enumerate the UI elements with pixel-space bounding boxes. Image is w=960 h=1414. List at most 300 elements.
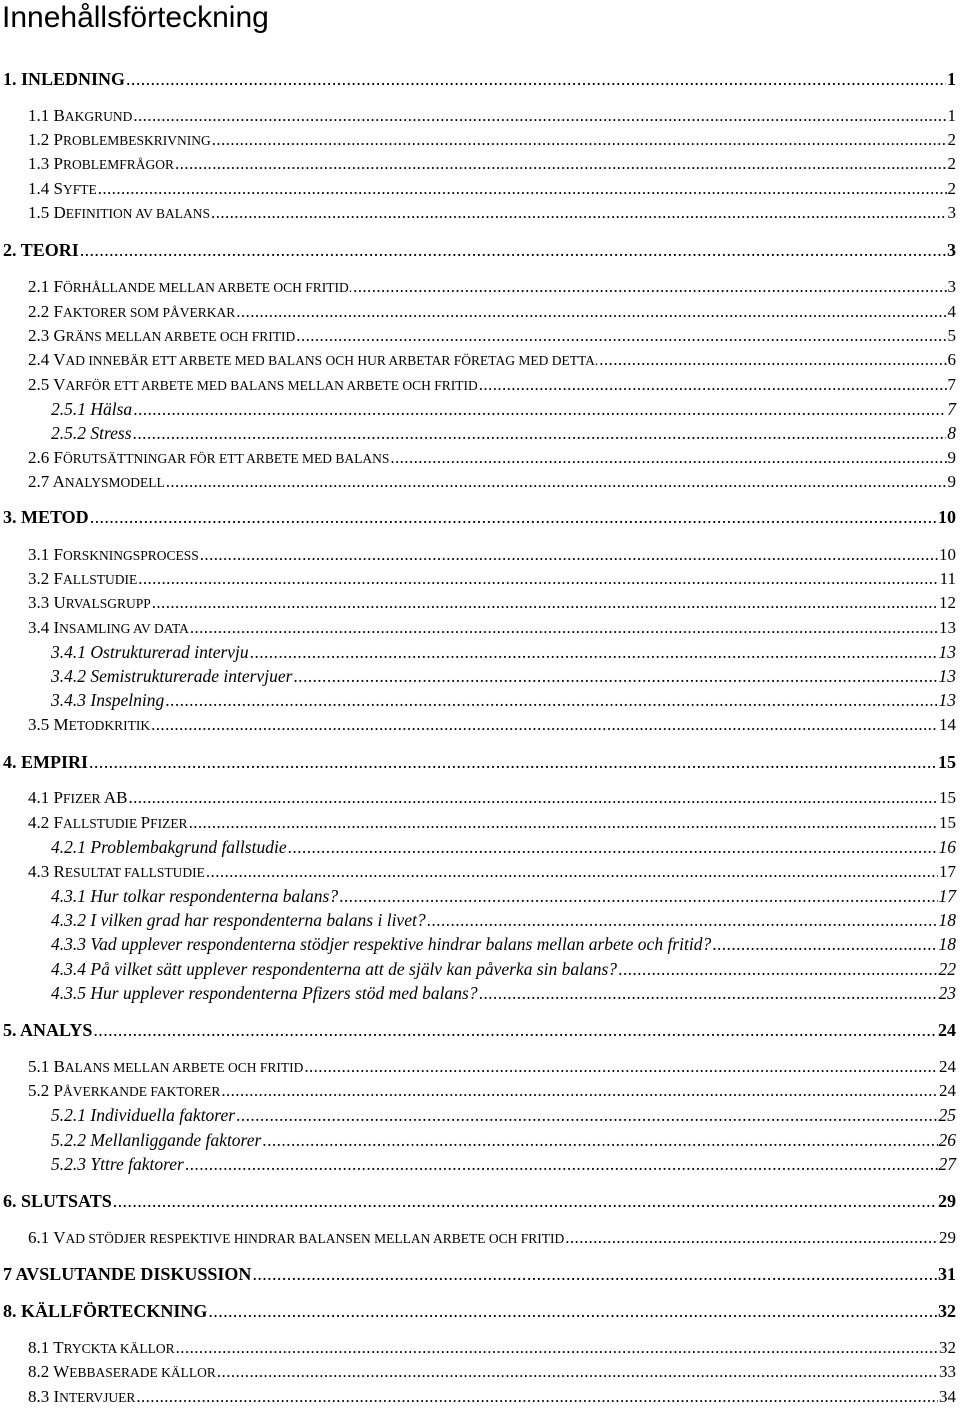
section-title-initial: B <box>53 106 65 125</box>
section-number: 1.1 <box>28 106 54 125</box>
section-title-initial: F <box>53 545 63 564</box>
page-number: 24 <box>939 1081 956 1100</box>
toc-entry-title <box>0 1191 112 1211</box>
section-number: 2.1 <box>28 277 54 296</box>
toc-entry-title <box>0 1362 216 1383</box>
dot-leader <box>212 130 947 150</box>
page-number: 2 <box>947 154 956 173</box>
section-number: 3. <box>3 507 21 527</box>
section-number: 8.1 <box>28 1338 54 1357</box>
section-number: 8.3 <box>28 1387 54 1406</box>
toc-entry-level-2[interactable] <box>0 302 956 322</box>
dot-leader <box>166 472 947 492</box>
dot-leader <box>152 593 938 613</box>
page-number: 27 <box>938 1154 956 1174</box>
toc-entry-level-3[interactable] <box>0 1105 956 1125</box>
subsection-title: 3.4.1 Ostrukturerad intervju <box>51 642 249 662</box>
dot-leader <box>288 837 938 857</box>
dot-leader <box>211 203 946 223</box>
section-number: 1.5 <box>28 203 54 222</box>
dot-leader <box>133 423 947 443</box>
toc-entry-level-2[interactable] <box>0 1387 956 1407</box>
toc-entry-level-2[interactable] <box>0 862 956 882</box>
subsection-title: 3.4.2 Semistrukturerade intervjuer <box>51 666 293 686</box>
toc-entry-title <box>0 1301 207 1321</box>
section-number: 3.1 <box>28 545 54 564</box>
section-title-initial: F <box>53 569 63 588</box>
toc-entry-level-2[interactable] <box>0 788 956 808</box>
section-title-rest: ÖRUTSÄTTNINGAR FÖR ETT ARBETE MED BALANS <box>62 451 390 466</box>
dot-leader <box>252 1264 937 1284</box>
page-number: 13 <box>939 618 956 637</box>
dot-leader <box>133 399 946 419</box>
dot-leader <box>176 1338 938 1358</box>
section-title-rest: ROBLEMBESKRIVNING <box>62 133 211 148</box>
toc-entry-title <box>0 788 127 809</box>
toc-entry-title <box>0 545 199 566</box>
page-number: 34 <box>939 1387 956 1406</box>
page-number: 33 <box>939 1362 956 1381</box>
dot-leader <box>113 1191 937 1211</box>
dot-leader <box>304 1057 938 1077</box>
toc-entry-level-2[interactable] <box>0 448 956 468</box>
section-number: 4. <box>3 752 21 772</box>
dot-leader <box>353 277 946 297</box>
dot-leader <box>185 1154 938 1174</box>
page-number: 29 <box>938 1191 956 1211</box>
page-number: 14 <box>939 715 956 734</box>
toc-entry-title <box>0 983 478 1003</box>
section-title-rest: ALLSTUDIE <box>62 816 141 831</box>
section-title-rest: ORSKNINGSPROCESS <box>62 548 199 563</box>
toc-entry-level-2[interactable] <box>0 154 956 174</box>
toc-entry-level-3[interactable] <box>0 934 956 954</box>
dot-leader <box>138 569 938 589</box>
page-number: 3 <box>947 203 956 222</box>
page-number: 2 <box>947 130 956 149</box>
dot-leader <box>390 448 946 468</box>
section-number: 4.1 <box>28 788 54 807</box>
dot-leader <box>479 375 947 395</box>
dot-leader <box>165 690 937 710</box>
section-title-rest: NSAMLING AV DATA <box>59 621 189 636</box>
section-number: 2.7 <box>28 472 53 491</box>
page-number: 1 <box>947 69 956 89</box>
section-number: 2.3 <box>28 326 54 345</box>
toc-entry-level-1[interactable] <box>0 752 956 772</box>
section-title-rest: ALLSTUDIE <box>62 572 138 587</box>
toc-entry-title <box>0 277 352 298</box>
section-title-rest: EFINITION AV BALANS <box>65 206 211 221</box>
section-title-initial: R <box>53 862 65 881</box>
page-number: 1 <box>947 106 956 125</box>
subsection-title: 4.3.4 På vilket sätt upplever respondenterna att de själv kan påverka sin balans? <box>51 959 618 979</box>
toc-entry-level-2[interactable] <box>0 618 956 638</box>
section-title-rest: FIZER <box>150 816 188 831</box>
section-title-initial: W <box>53 1362 70 1381</box>
dot-leader <box>151 715 938 735</box>
toc-entry-level-2[interactable] <box>0 1362 956 1382</box>
toc-entry-level-2[interactable] <box>0 179 956 199</box>
toc-entry-title <box>0 1081 220 1102</box>
section-title-initial: G <box>53 326 66 345</box>
toc-entry-level-2[interactable] <box>0 106 956 126</box>
section-title-rest: AD INNEBÄR ETT ARBETE MED BALANS OCH HUR ARBETAR FÖRETAG MED DETTA. <box>65 353 599 368</box>
toc-entry-title <box>0 240 79 260</box>
toc-entry-title <box>0 618 189 639</box>
section-title-rest: ARFÖR ETT ARBETE MED BALANS MELLAN ARBETE OCH FRITID <box>65 378 478 393</box>
toc-title: Innehållsförteckning <box>2 1 269 34</box>
section-number: 1.3 <box>28 154 54 173</box>
section-number: 3.3 <box>28 593 54 612</box>
toc-entry-title <box>0 154 174 175</box>
section-title-initial: S <box>53 179 63 198</box>
dot-leader <box>221 1081 938 1101</box>
dot-leader <box>339 886 937 906</box>
section-number: 2. <box>3 240 21 260</box>
dot-leader <box>618 959 937 979</box>
toc-entry-level-3[interactable] <box>0 423 956 443</box>
section-title-rest: RVALSGRUPP <box>65 596 151 611</box>
section-title: AVSLUTANDE DISKUSSION <box>15 1264 252 1284</box>
page-number: 29 <box>939 1228 956 1247</box>
section-title: EMPIRI <box>21 752 88 772</box>
section-title-rest: AKTORER SOM PÅVERKAR <box>62 305 236 320</box>
toc-entry-title <box>0 69 125 89</box>
page-number: 32 <box>939 1338 956 1357</box>
dot-leader <box>296 326 946 346</box>
section-title-rest: RÄNS MELLAN ARBETE OCH FRITID <box>65 329 296 344</box>
toc-entry-level-2[interactable] <box>0 326 956 346</box>
toc-entry-title <box>0 1338 175 1359</box>
dot-leader <box>565 1228 938 1248</box>
toc-entry-title <box>0 130 211 151</box>
toc-entry-title <box>0 507 89 527</box>
dot-leader <box>712 934 937 954</box>
section-title-initial: F <box>53 448 63 467</box>
section-title-initial: P <box>53 154 63 173</box>
dot-leader <box>208 1301 937 1321</box>
dot-leader <box>206 862 938 882</box>
toc-entry-title <box>0 959 617 979</box>
section-title-rest: ÅVERKANDE FAKTORER <box>62 1084 221 1099</box>
section-title-rest: ALANS MELLAN ARBETE OCH FRITID <box>64 1060 304 1075</box>
toc-entry-level-2[interactable] <box>0 203 956 223</box>
page-number: 17 <box>939 862 956 881</box>
toc-entry-level-3[interactable] <box>0 666 956 686</box>
toc-entry-title <box>0 1228 564 1249</box>
toc-entry-title <box>0 862 205 883</box>
page-number: 16 <box>938 837 956 857</box>
section-number: 3.5 <box>28 715 54 734</box>
section-number: 7 <box>3 1264 16 1284</box>
toc-entry-title <box>0 569 137 590</box>
dot-leader <box>133 106 946 126</box>
section-title-rest: AKGRUND <box>64 109 133 124</box>
section-title-rest: EBBASERADE KÄLLOR <box>69 1365 216 1380</box>
toc-entry-title <box>0 910 426 930</box>
page-number: 18 <box>938 934 956 954</box>
dot-leader <box>200 545 938 565</box>
dot-leader <box>293 666 937 686</box>
page-number: 4 <box>947 302 956 321</box>
toc-entry-level-3[interactable] <box>0 1154 956 1174</box>
dot-leader <box>479 983 938 1003</box>
section-title-initial: T <box>53 1338 64 1357</box>
page-number: 3 <box>947 240 956 260</box>
dot-leader <box>190 618 938 638</box>
toc-entry-level-1[interactable] <box>0 1264 956 1284</box>
section-title-rest: ETODKRITIK <box>68 718 151 733</box>
toc-entry-title <box>0 375 478 396</box>
toc-entry-title <box>0 593 151 614</box>
section-title-initial: F <box>53 813 63 832</box>
section-number: 1.2 <box>28 130 54 149</box>
page-number: 5 <box>947 326 956 345</box>
section-title-initial: P <box>53 130 63 149</box>
dot-leader <box>80 240 946 260</box>
section-title-initial: I <box>53 618 60 637</box>
toc-entry-level-2[interactable] <box>0 1081 956 1101</box>
dot-leader <box>175 154 947 174</box>
section-number: 5.2 <box>28 1081 54 1100</box>
dot-leader <box>262 1130 937 1150</box>
page-number: 7 <box>947 375 956 394</box>
section-number: 2.4 <box>28 350 54 369</box>
dot-leader <box>90 507 937 527</box>
toc-entry-title <box>0 642 249 662</box>
toc-entry-level-1[interactable] <box>0 1191 956 1211</box>
section-title-rest: YFTE <box>62 182 97 197</box>
page-number: 25 <box>938 1105 956 1125</box>
toc-entry-title <box>0 813 188 834</box>
toc-entry-title <box>0 1020 92 1040</box>
toc-entry-level-3[interactable] <box>0 690 956 710</box>
toc-entry-title <box>0 1057 303 1078</box>
toc-entry-title <box>0 666 292 686</box>
page-number: 10 <box>939 545 956 564</box>
section-title-initial: V <box>53 1228 66 1247</box>
toc-entry-title <box>0 203 210 224</box>
dot-leader <box>427 910 938 930</box>
subsection-title: 5.2.3 Yttre faktorer <box>51 1154 184 1174</box>
toc-entry-title <box>0 752 88 772</box>
section-title-rest: NALYSMODELL <box>64 475 165 490</box>
section-title: TEORI <box>20 240 79 260</box>
toc-entry-level-2[interactable] <box>0 277 956 297</box>
section-number: 2.2 <box>28 302 54 321</box>
subsection-title: 4.3.3 Vad upplever respondenterna stödjer respektive hindrar balans mellan arbete och fritid? <box>51 934 712 954</box>
subsection-title: 4.3.2 I vilken grad har respondenterna balans i livet? <box>51 910 426 930</box>
section-number: 4.2 <box>28 813 54 832</box>
subsection-title: 4.3.1 Hur tolkar respondenterna balans? <box>51 886 339 906</box>
page-number: 11 <box>939 569 956 588</box>
section-title-initial: B <box>53 1057 65 1076</box>
toc-entry-level-1[interactable] <box>0 507 956 527</box>
toc-entry-title <box>0 399 132 419</box>
section-title-initial: P <box>53 1081 63 1100</box>
section-number: 5. <box>3 1020 21 1040</box>
page-number: 23 <box>938 983 956 1003</box>
dot-leader <box>126 69 946 89</box>
section-title-initial: I <box>53 1387 60 1406</box>
toc-entry-title <box>0 350 598 371</box>
section-title-initial: F <box>53 302 63 321</box>
page-number: 7 <box>947 399 956 419</box>
section-number: 4.3 <box>28 862 54 881</box>
page-number: 13 <box>938 642 956 662</box>
toc-entry-level-1[interactable] <box>0 1301 956 1321</box>
section-title: KÄLLFÖRTECKNING <box>21 1301 208 1321</box>
section-title-initial: F <box>53 277 63 296</box>
page-number: 8 <box>947 423 956 443</box>
section-title-rest: RYCKTA KÄLLOR <box>63 1341 175 1356</box>
section-number: 2.5 <box>28 375 54 394</box>
section-number: 6.1 <box>28 1228 54 1247</box>
subsection-title: 2.5.1 Hälsa <box>51 399 133 419</box>
toc-entry-level-2[interactable] <box>0 715 956 735</box>
toc-entry-level-1[interactable] <box>0 240 956 260</box>
section-title-initial: P <box>140 813 151 832</box>
section-title: METOD <box>21 507 89 527</box>
page-number: 32 <box>938 1301 956 1321</box>
subsection-title: 2.5.2 Stress <box>51 423 132 443</box>
section-title-initial: U <box>53 593 66 612</box>
section-title-rest: NTERVJUER <box>59 1390 136 1405</box>
section-title-initial: P <box>53 788 63 807</box>
subsection-title: 4.3.5 Hur upplever respondenterna Pfizers stöd med balans? <box>51 983 478 1003</box>
toc-entry-title <box>0 448 389 469</box>
section-number: 1. <box>3 69 21 89</box>
toc-entry-level-3[interactable] <box>0 959 956 979</box>
section-number: 3.2 <box>28 569 54 588</box>
toc-entry-level-2[interactable] <box>0 1338 956 1358</box>
toc-entry-title <box>0 179 97 200</box>
toc-entry-level-3[interactable] <box>0 399 956 419</box>
toc-entry-title <box>0 326 295 347</box>
section-number: 3.4 <box>28 618 54 637</box>
toc-entry-title <box>0 1264 251 1284</box>
toc-entry-level-2[interactable] <box>0 1228 956 1248</box>
toc-entry-title <box>0 106 132 127</box>
subsection-title: 3.4.3 Inspelning <box>51 690 165 710</box>
dot-leader <box>236 1105 937 1125</box>
dot-leader <box>217 1362 938 1382</box>
page-number: 13 <box>938 666 956 686</box>
subsection-title: 5.2.1 Individuella faktorer <box>51 1105 236 1125</box>
toc-entry-level-1[interactable] <box>0 1020 956 1040</box>
dot-leader <box>599 350 946 370</box>
toc-entry-level-3[interactable] <box>0 1130 956 1150</box>
section-title: SLUTSATS <box>21 1191 112 1211</box>
toc-entry-level-1[interactable] <box>0 69 956 89</box>
toc-entry-level-2[interactable] <box>0 350 956 370</box>
page-number: 2 <box>947 179 956 198</box>
page-number: 31 <box>938 1264 956 1284</box>
dot-leader <box>236 302 946 322</box>
section-number: 1.4 <box>28 179 54 198</box>
page-number: 12 <box>939 593 956 612</box>
toc-entry-title <box>0 690 164 710</box>
section-number: 6. <box>3 1191 21 1211</box>
dot-leader <box>93 1020 937 1040</box>
section-number: 2.6 <box>28 448 54 467</box>
dot-leader <box>250 642 938 662</box>
page-number: 9 <box>947 472 956 491</box>
page-number: 13 <box>938 690 956 710</box>
section-title-rest: FIZER <box>62 791 104 806</box>
toc-entry-title <box>0 715 150 736</box>
toc-entry-title <box>0 886 338 906</box>
toc-entry-title <box>0 1130 261 1150</box>
toc-entry-level-3[interactable] <box>0 886 956 906</box>
toc-entry-level-2[interactable] <box>0 813 956 833</box>
toc-entry-level-2[interactable] <box>0 593 956 613</box>
section-title-rest: AD STÖDJER RESPEKTIVE HINDRAR BALANSEN MELLAN ARBETE OCH FRITID <box>65 1231 565 1246</box>
toc-entry-title <box>0 302 235 323</box>
page-number: 24 <box>938 1020 956 1040</box>
page-number: 18 <box>938 910 956 930</box>
toc-entry-title <box>0 1154 184 1174</box>
section-title-initial: M <box>53 715 69 734</box>
toc-entry-level-2[interactable] <box>0 130 956 150</box>
toc-entry-level-3[interactable] <box>0 983 956 1003</box>
page-number: 26 <box>938 1130 956 1150</box>
toc-entry-title <box>0 837 287 857</box>
toc-entry-level-3[interactable] <box>0 642 956 662</box>
dot-leader <box>189 813 938 833</box>
toc-entry-title <box>0 423 132 443</box>
dot-leader <box>128 788 938 808</box>
dot-leader <box>89 752 937 772</box>
section-title-initial: A <box>52 472 65 491</box>
page-number: 17 <box>938 886 956 906</box>
page-number: 9 <box>947 448 956 467</box>
toc-entry-level-3[interactable] <box>0 837 956 857</box>
section-title: INLEDNING <box>21 69 126 89</box>
toc-entry-level-2[interactable] <box>0 569 956 589</box>
section-title-rest: ÖRHÅLLANDE MELLAN ARBETE OCH FRITID. <box>62 280 353 295</box>
page-number: 15 <box>938 752 956 772</box>
page-number: 15 <box>939 788 956 807</box>
toc-entry-title <box>0 1387 135 1408</box>
subsection-title: 4.2.1 Problembakgrund fallstudie <box>51 837 287 857</box>
dot-leader <box>136 1387 938 1407</box>
page-number: 24 <box>939 1057 956 1076</box>
section-number: 5.1 <box>28 1057 54 1076</box>
section-title: ANALYS <box>20 1020 93 1040</box>
section-title-initial: V <box>53 375 66 394</box>
toc-entry-level-2[interactable] <box>0 472 956 492</box>
toc-entry-title <box>0 934 711 954</box>
dot-leader <box>98 179 947 199</box>
page-number: 22 <box>938 959 956 979</box>
toc-entry-level-2[interactable] <box>0 1057 956 1077</box>
section-title-rest: ESULTAT FALLSTUDIE <box>64 865 205 880</box>
section-number: 8. <box>3 1301 21 1321</box>
toc-entry-level-2[interactable] <box>0 375 956 395</box>
toc-entry-title <box>0 1105 235 1125</box>
toc-entry-level-3[interactable] <box>0 910 956 930</box>
section-number: 8.2 <box>28 1362 54 1381</box>
page-number: 6 <box>947 350 956 369</box>
subsection-title: 5.2.2 Mellanliggande faktorer <box>51 1130 262 1150</box>
section-title-initial: V <box>53 350 66 369</box>
section-title-initial: D <box>53 203 66 222</box>
page-number: 3 <box>947 277 956 296</box>
toc-entry-level-2[interactable] <box>0 545 956 565</box>
section-title-initial: AB <box>103 788 128 807</box>
